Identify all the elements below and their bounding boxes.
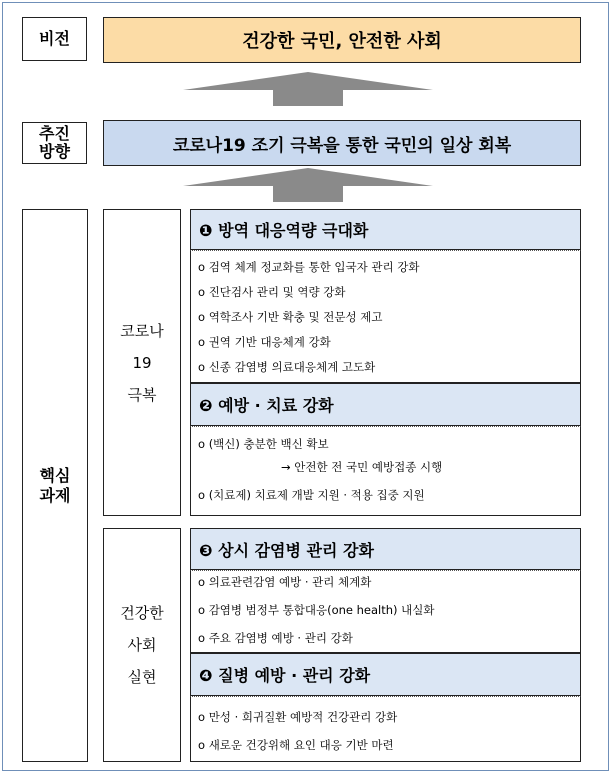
- category-corona: [103, 209, 181, 516]
- section-title-text: ❹ 질병 예방 · 관리 강화: [199, 666, 371, 685]
- category-line: 건강한: [120, 604, 164, 622]
- category-line: 19: [132, 353, 152, 372]
- list-item: o 주요 감염병 예방 · 관리 강화: [198, 631, 353, 645]
- section-title-text: ❷ 예방 · 치료 강화: [199, 396, 334, 415]
- section-list: [190, 696, 581, 762]
- list-item: o 권역 기반 대응체계 강화: [198, 335, 331, 349]
- section-title-text: ❸ 상시 감염병 관리 강화: [199, 540, 374, 560]
- list-item: o 진단검사 관리 및 역량 강화: [198, 285, 346, 299]
- category-line: 코로나: [120, 321, 164, 340]
- list-item: o 감염병 범정부 통합대응(one health) 내실화: [198, 603, 435, 617]
- section-title: [190, 528, 581, 570]
- category-healthy-society: [103, 528, 181, 762]
- vision-label: [22, 17, 87, 61]
- section-title-text: ❶ 방역 대응역량 극대화: [199, 221, 369, 240]
- list-item: o 만성 · 희귀질환 예방적 건강관리 강화: [198, 710, 398, 724]
- up-arrow-icon: [158, 72, 458, 112]
- section-title: [190, 209, 581, 250]
- category-line: 실현: [127, 668, 157, 686]
- core-label-text: 핵심 과제: [39, 465, 71, 505]
- section-title: [190, 383, 581, 426]
- list-item: → 안전한 전 국민 예방접종 시행: [281, 460, 443, 474]
- section-title: [190, 653, 581, 696]
- section-list: [190, 426, 581, 516]
- list-item: o 검역 체계 정교화를 통한 입국자 관리 강화: [198, 260, 420, 274]
- direction-label-text: 추진 방향: [39, 124, 70, 161]
- list-item: o 신종 감염병 의료대응체계 고도화: [198, 360, 376, 374]
- vision-box: [103, 17, 581, 63]
- core-label: [22, 209, 88, 762]
- direction-box: [103, 120, 581, 166]
- category-line: 사회: [127, 636, 157, 654]
- list-item: o 새로운 건강위해 요인 대응 기반 마련: [198, 738, 394, 752]
- direction-text: 코로나19 조기 극복을 통한 국민의 일상 회복: [172, 135, 512, 156]
- up-arrow-icon: [158, 168, 458, 208]
- direction-label: [22, 122, 87, 164]
- section-list: [190, 570, 581, 653]
- vision-label-text: 비전: [39, 29, 70, 48]
- vision-text: 건강한 국민, 안전한 사회: [242, 31, 442, 52]
- section-list: [190, 250, 581, 383]
- list-item: o 역학조사 기반 확충 및 전문성 제고: [198, 310, 383, 324]
- list-item: o (백신) 충분한 백신 확보: [198, 437, 329, 451]
- list-item: o (치료제) 치료제 개발 지원 · 적용 집중 지원: [198, 488, 425, 502]
- category-line: 극복: [127, 385, 157, 404]
- list-item: o 의료관련감염 예방 · 관리 체계화: [198, 575, 372, 589]
